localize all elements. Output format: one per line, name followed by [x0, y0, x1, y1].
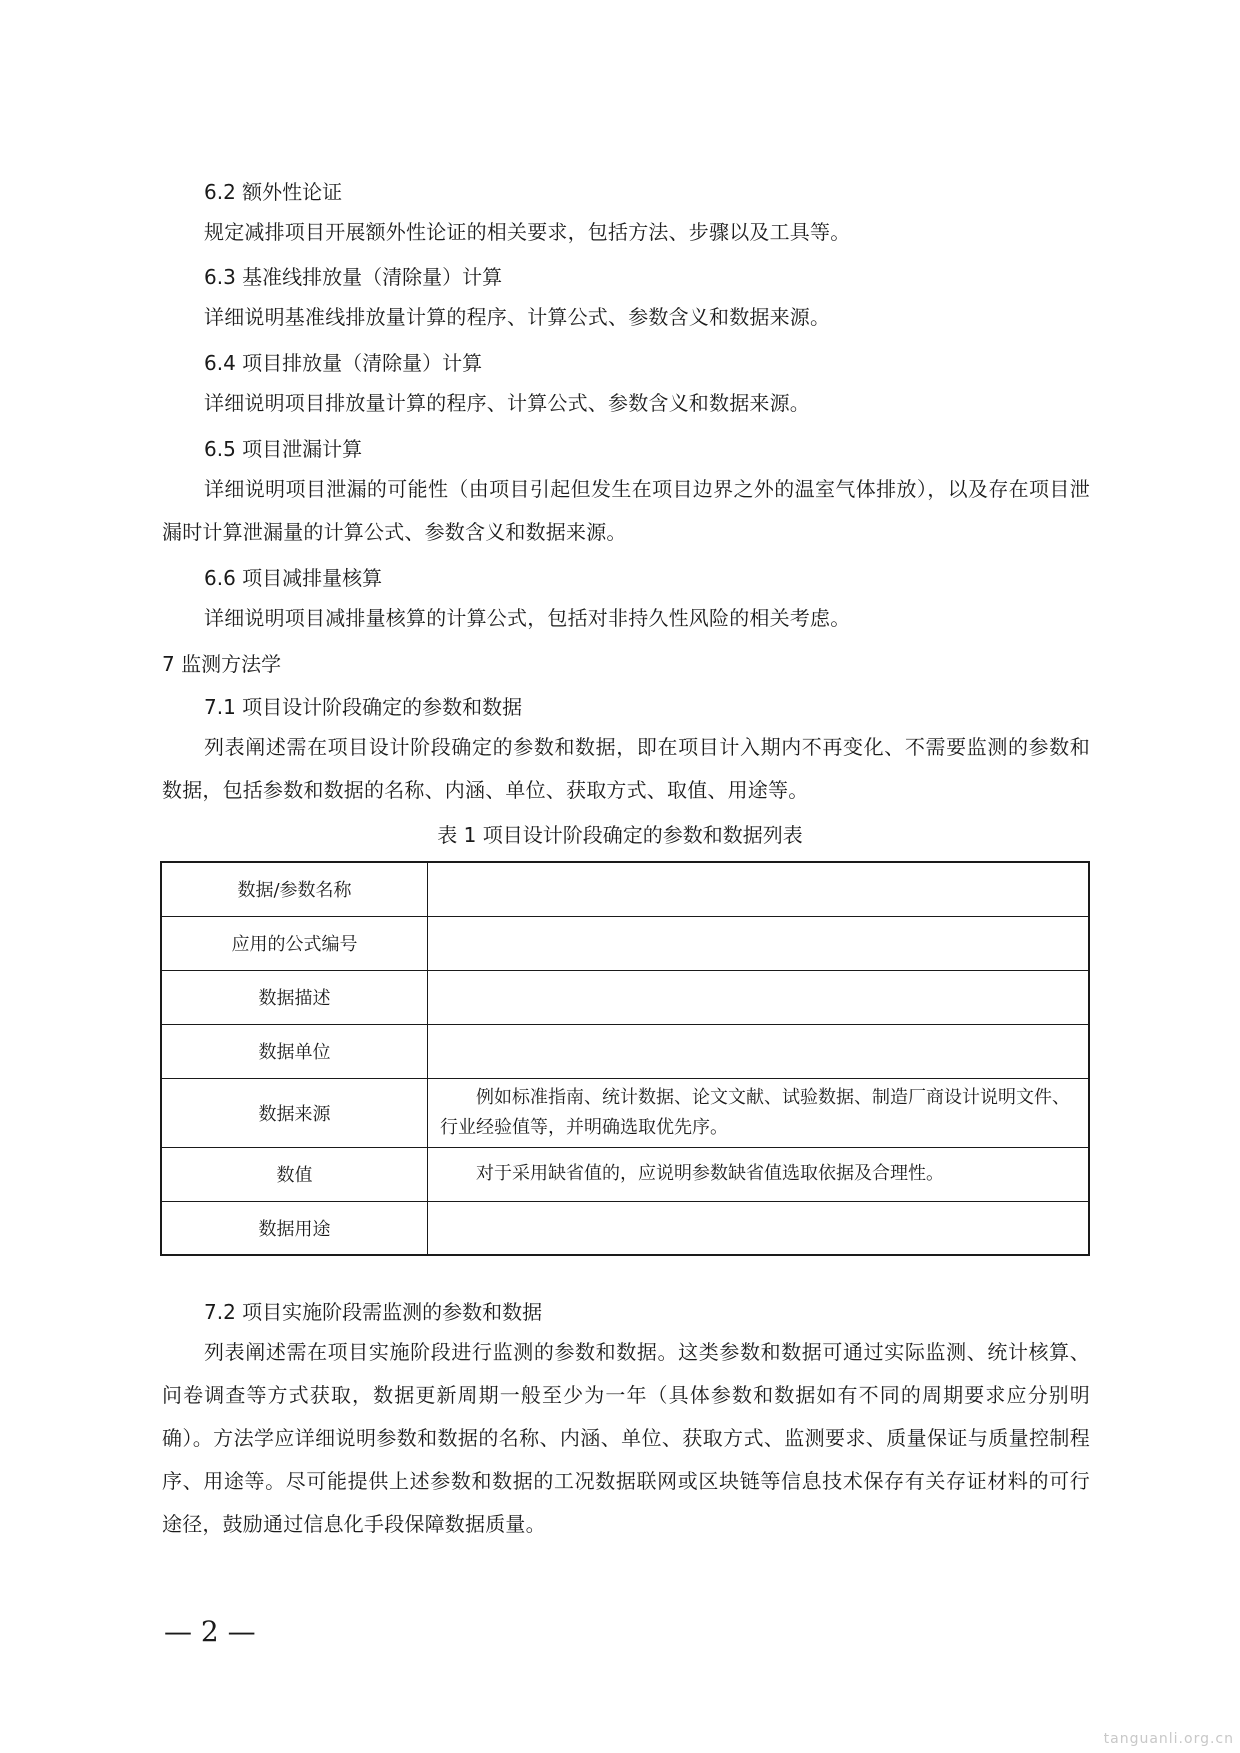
table-row-value: 例如标准指南、统计数据、论文文献、试验数据、制造厂商设计说明文件、行业经验值等，并明确选取优先序。 [428, 1078, 1090, 1147]
paragraph-6-5: 详细说明项目泄漏的可能性（由项目引起但发生在项目边界之外的温室气体排放），以及存在项目泄漏时计算泄漏量的计算公式、参数含义和数据来源。 [162, 477, 1090, 544]
table-row [161, 970, 1089, 1024]
paragraph-6-3: 详细说明基准线排放量计算的程序、计算公式、参数含义和数据来源。 [204, 305, 831, 329]
table-caption: 表 1 项目设计阶段确定的参数和数据列表 [437, 823, 803, 847]
heading-6-6: 6.6 项目减排量核算 [204, 566, 383, 590]
paragraph-6-2: 规定减排项目开展额外性论证的相关要求，包括方法、步骤以及工具等。 [204, 220, 851, 244]
table-row-label: 数据描述 [161, 970, 428, 1024]
table-row-value: 对于采用缺省值的，应说明参数缺省值选取依据及合理性。 [428, 1147, 1090, 1201]
heading-7-1: 7.1 项目设计阶段确定的参数和数据 [204, 695, 523, 719]
table-row-value [428, 916, 1090, 970]
paragraph-6-4: 详细说明项目排放量计算的程序、计算公式、参数含义和数据来源。 [204, 391, 810, 415]
paragraph-7-2: 列表阐述需在项目实施阶段进行监测的参数和数据。这类参数和数据可通过实际监测、统计核算、问卷调查等方式获取，数据更新周期一般至少为一年（具体参数和数据如有不同的周期要求应分别明确）。方法学应详细说明参数和数据的名称、内涵、单位、获取方式、监测要求、质量保证与质量控制程序、用途等。尽可能提供上述参数和数据的工况数据联网或区块链等信息技术保存有关存证材料的可行途径，鼓励通过信息化手段保障数据质量。 [162, 1340, 1090, 1536]
table-row-label: 数值 [161, 1147, 428, 1201]
watermark: tanguanli.org.cn [1103, 1731, 1234, 1747]
table-row-value [428, 970, 1090, 1024]
table-row [161, 916, 1089, 970]
paragraph-6-6: 详细说明项目减排量核算的计算公式，包括对非持久性风险的相关考虑。 [204, 606, 851, 630]
table-row-value [428, 1024, 1090, 1078]
heading-6-3: 6.3 基准线排放量（清除量）计算 [204, 265, 503, 289]
heading-6-2: 6.2 额外性论证 [204, 180, 343, 204]
table-row [161, 1147, 1089, 1201]
heading-7: 7 监测方法学 [162, 652, 282, 676]
table-row [161, 1024, 1089, 1078]
table-row-label: 数据来源 [161, 1078, 428, 1147]
table-row-label: 数据单位 [161, 1024, 428, 1078]
table-row-value [428, 1201, 1090, 1255]
heading-6-5: 6.5 项目泄漏计算 [204, 437, 363, 461]
heading-6-4: 6.4 项目排放量（清除量）计算 [204, 351, 483, 375]
page-number: — 2 — [164, 1615, 256, 1648]
table-row-value [428, 862, 1090, 916]
table-row-label: 应用的公式编号 [161, 916, 428, 970]
parameter-table [160, 861, 1090, 1256]
table-row [161, 862, 1089, 916]
table-row-label: 数据/参数名称 [161, 862, 428, 916]
table-row [161, 1078, 1089, 1147]
heading-7-2: 7.2 项目实施阶段需监测的参数和数据 [204, 1300, 543, 1324]
table-row [161, 1201, 1089, 1255]
table-row-label: 数据用途 [161, 1201, 428, 1255]
paragraph-7-1: 列表阐述需在项目设计阶段确定的参数和数据，即在项目计入期内不再变化、不需要监测的参数和数据，包括参数和数据的名称、内涵、单位、获取方式、取值、用途等。 [162, 735, 1090, 802]
